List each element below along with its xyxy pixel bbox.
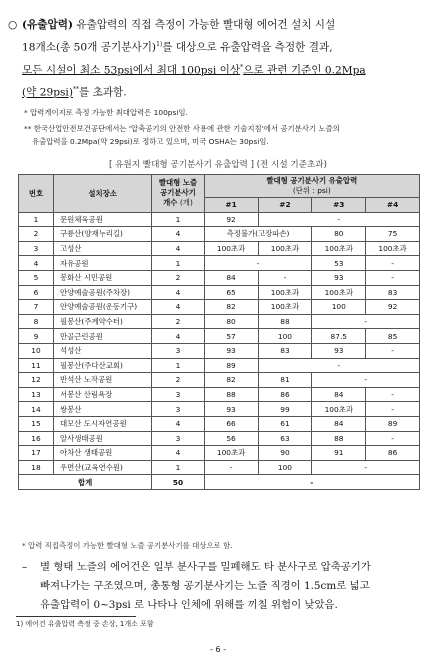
closing-paragraph: – 별 형태 노즐의 에어건은 일부 분사구를 밀폐해도 타 분사구로 압축공기가 빠져나가는 구조였으며, 총통형 공기분사기는 노즐 직경이 1.5cm로 넓고 유출압력이 0~3psi 로 나타나 인체에 위해를 끼칠 위험이 낮았음. xyxy=(40,558,420,615)
page-number: - 6 - xyxy=(210,645,226,654)
table-note: * 압력 직접측정이 가능한 빨대형 노즐 공기분사기를 대상으로 함. xyxy=(22,541,233,550)
table-row: 5 봉화산 시민공원 2 84 - 93 - xyxy=(19,270,420,285)
table-row: 8 필봉산(주계약수터) 2 80 88 - xyxy=(19,314,420,329)
circle-bullet-icon: ○ xyxy=(8,19,18,31)
footnote: 1) 에어건 유출압력 측정 중 손상, 1개소 포함 xyxy=(16,620,154,628)
header-location: 설치장소 xyxy=(54,175,152,213)
table-row: 6 안양예술공원(주차장) 4 65 100초과 100초과 83 xyxy=(19,285,420,300)
header-p4: #4 xyxy=(366,198,420,213)
header-count: 빨대형 노즐 공기분사기 개수 (개) xyxy=(152,175,204,213)
table-row: 18 우면산(교육연수원) 1 - 100 - xyxy=(19,460,420,475)
header-p2: #2 xyxy=(258,198,312,213)
note-max-pressure: * 압력게이지로 측정 가능한 최대압력은 100psi임. xyxy=(24,108,188,117)
pressure-table xyxy=(18,174,420,490)
table-row: 11 필봉산(주다산교회) 1 89 - xyxy=(19,358,420,373)
header-pressure: 빨대형 공기분사기 유출압력 (단위 : psi) xyxy=(204,175,419,198)
dash-bullet-icon: – xyxy=(22,561,28,573)
table-row: 12 반석산 노작공원 2 82 81 - xyxy=(19,373,420,388)
header-p3: #3 xyxy=(312,198,366,213)
table-row: 15 대모산 도시자연공원 4 66 61 84 89 xyxy=(19,416,420,431)
note-standard: ** 한국산업안전보건공단에서는 '압축공기의 안전한 사용에 관한 기술지침'에서 공기분사기 노즐의 유출압력을 0.2Mpa(약 29psi)로 정하고 있으며, 미국 OSHA는 30psi임. xyxy=(24,124,340,146)
table-caption: [ 유원지 빨대형 공기분사기 유출압력 ] (전 시설 기준초과) xyxy=(109,160,327,170)
table-row: 13 서봉산 산림욕장 3 88 86 84 - xyxy=(19,387,420,402)
table-row: 7 안양예술공원(운동기구) 4 82 100초과 100 92 xyxy=(19,300,420,315)
table-row: 9 만골근린공원 4 57 100 87.5 85 xyxy=(19,329,420,344)
table-row: 2 구룡산(양재누리길) 4 측정불가(고장파손) 80 75 xyxy=(19,227,420,242)
table-row: 17 아차산 생태공원 4 100초과 90 91 86 xyxy=(19,446,420,461)
table-total-row: 합계 50 - xyxy=(19,475,420,490)
table-row: 14 쌍봉산 3 93 99 100초과 - xyxy=(19,402,420,417)
section-heading: (유출압력) xyxy=(22,19,73,31)
table-row: 16 알사생태공원 3 56 63 88 - xyxy=(19,431,420,446)
table-row: 10 석성산 3 93 83 93 - xyxy=(19,343,420,358)
table-row: 3 고성산 4 100초과 100초과 100초과 100초과 xyxy=(19,241,420,256)
table-row: 1 문원체육공원 1 92 - xyxy=(19,212,420,227)
table-row: 4 자유공원 1 - 53 - xyxy=(19,256,420,271)
footnote-divider xyxy=(16,616,136,617)
header-no: 번호 xyxy=(19,175,54,213)
intro-paragraph: ○ (유출압력) 유출압력의 직접 측정이 가능한 빨대형 에어건 설치 시설 18개소(총 50개 공기분사기)$^{1)}$를 대상으로 유출압력을 측정한 결과, 모든 시설이 최소 53psi에서 최대 100psi 이상*으로 관련 기준인 0.2Mpa (약 29psi)**를 초과함. xyxy=(22,16,418,103)
header-p1: #1 xyxy=(204,198,258,213)
